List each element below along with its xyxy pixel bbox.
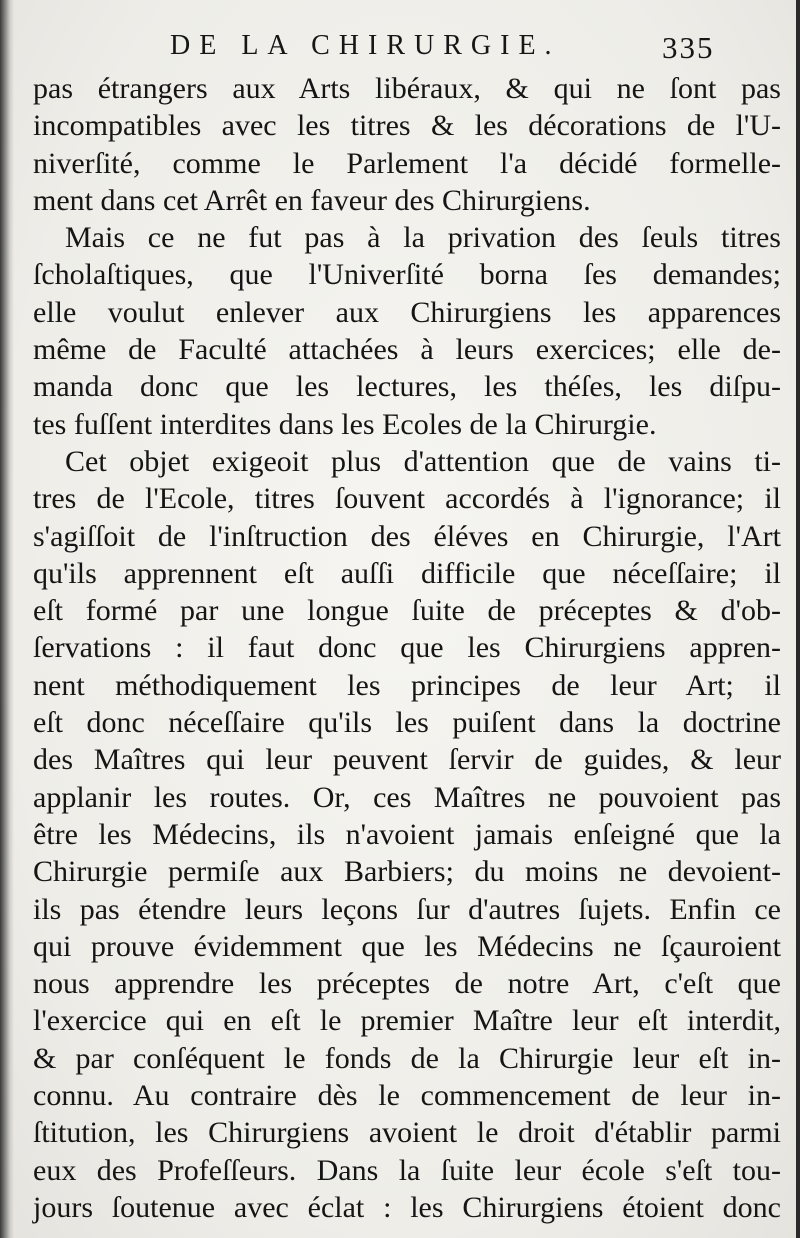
text-line: Cet objet exigeoit plus d'attention que de vains ti- (65, 444, 781, 478)
text-line: ſcholaſtiques, que l'Univerſité borna ſes demandes; (33, 258, 781, 292)
text-line: Chirurgie permiſe aux Barbiers; du moins ne devoient- (33, 855, 781, 889)
text-line: jours ſoutenue avec éclat : les Chirurgiens étoient donc (33, 1190, 781, 1224)
page-edge (796, 0, 800, 1238)
text-line: même de Faculté attachées à leurs exercices; elle de- (33, 333, 781, 367)
text-line: qu'ils apprennent eſt auſſi difficile que néceſſaire; il (33, 556, 781, 590)
text-line: applanir les routes. Or, ces Maîtres ne pouvoient pas (33, 780, 781, 814)
page-number: 335 (662, 30, 715, 65)
text-line: des Maîtres qui leur peuvent ſervir de guides, & leur (33, 743, 781, 777)
text-line: manda donc que les lectures, les théſes, les diſpu- (33, 370, 781, 404)
text-line: elle voulut enlever aux Chirurgiens les apparences (33, 295, 781, 329)
text-line: nous apprendre les préceptes de notre Art, c'eſt que (33, 967, 781, 1001)
text-line: incompatibles avec les titres & les décorations de l'U- (33, 109, 781, 143)
text-line: nent méthodiquement les principes de leur Art; il (33, 668, 781, 702)
text-line: tes fuſſent interdites dans les Ecoles de la Chirurgie. (33, 407, 657, 441)
text-line: s'agiſſoit de l'inſtruction des éléves en Chirurgie, l'Art (33, 519, 781, 553)
text-line: connu. Au contraire dès le commencement de leur in- (33, 1079, 781, 1113)
text-line: ils pas étendre leurs leçons ſur d'autres ſujets. Enfin ce (33, 892, 781, 926)
text-line: qui prouve évidemment que les Médecins ne ſçauroient (33, 929, 781, 963)
body-text (33, 70, 781, 1226)
text-line: eſt donc néceſſaire qu'ils les puiſent dans la doctrine (33, 706, 781, 740)
text-line: tres de l'Ecole, titres ſouvent accordés à l'ignorance; il (33, 482, 781, 516)
text-line: ſervations : il faut donc que les Chirurgiens appren- (33, 631, 781, 665)
text-line: eſt formé par une longue ſuite de préceptes & d'ob- (33, 594, 781, 628)
text-line: ment dans cet Arrêt en faveur des Chirurgiens. (33, 183, 591, 217)
running-title: DE LA CHIRURGIE. (170, 30, 561, 61)
text-line: pas étrangers aux Arts libéraux, & qui ne ſont pas (33, 72, 781, 105)
text-line: niverſité, comme le Parlement l'a décidé formelle- (33, 146, 781, 180)
text-line: & par conſéquent le fonds de la Chirurgie leur eſt in- (33, 1041, 781, 1075)
binding-shadow (0, 0, 14, 1238)
text-line: l'exercice qui en eſt le premier Maître leur eſt interdit, (33, 1004, 781, 1038)
text-line: eux des Profeſſeurs. Dans la ſuite leur école s'eſt tou- (33, 1153, 781, 1187)
text-line: être les Médecins, ils n'avoient jamais enſeigné que la (33, 817, 781, 851)
text-line: ſtitution, les Chirurgiens avoient le droit d'établir parmi (33, 1116, 781, 1150)
text-line: Mais ce ne fut pas à la privation des ſeuls titres (65, 221, 781, 255)
